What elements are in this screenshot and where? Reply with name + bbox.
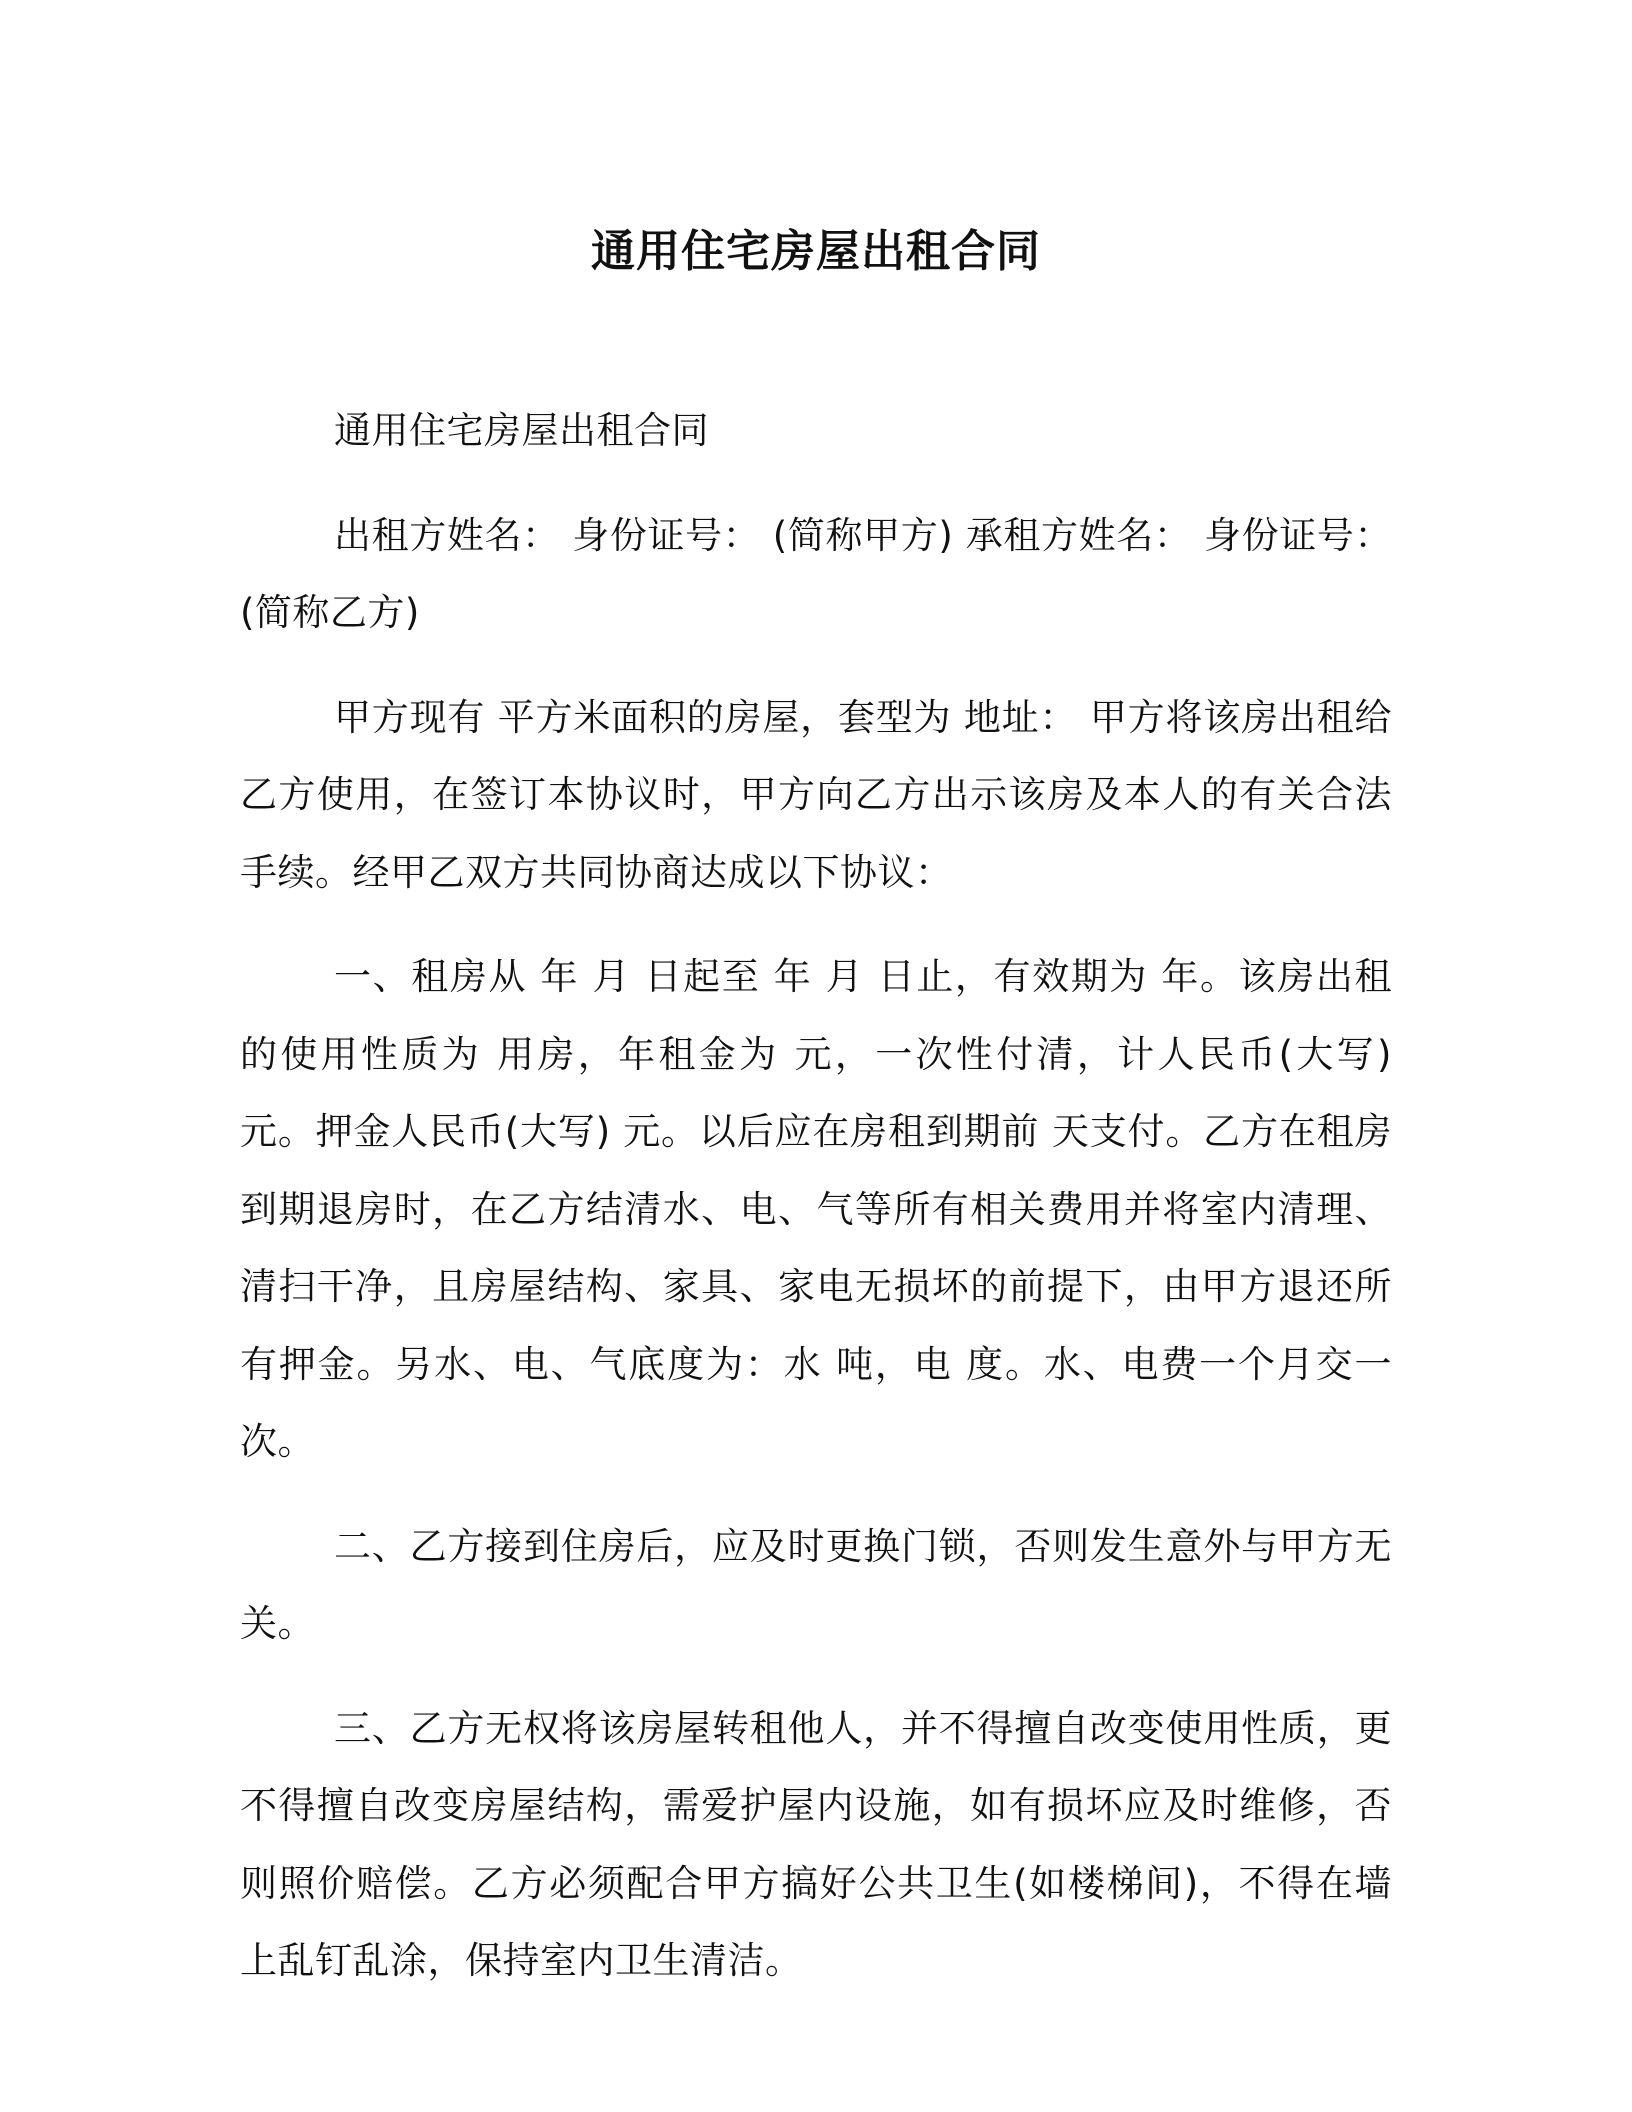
document-body — [240, 392, 1392, 2027]
clause-1-paragraph: 一、租房从 年 月 日起至 年 月 日止，有效期为 年。该房出租的使用性质为 用房，年租金为 元，一次性付清，计人民币(大写) 元。押金人民币(大写) 元。以后应在房租到期前 天支付。乙方在租房到期退房时，在乙方结清水、电、气等所有相关费用并将室内清理、清扫干净，且房屋结构、家具、家电无损坏的前提下，由甲方退还所有押金。另水、电、气底度为：水 吨，电 度。水、电费一个月交一次。 — [240, 955, 1392, 1463]
document-title: 通用住宅房屋出租合同 — [591, 226, 1041, 277]
clause-2-paragraph: 二、乙方接到住房后，应及时更换门锁，否则发生意外与甲方无关。 — [240, 1524, 1392, 1645]
property-paragraph: 甲方现有 平方米面积的房屋，套型为 地址： 甲方将该房出租给乙方使用，在签订本协议时，甲方向乙方出示该房及本人的有关合法手续。经甲乙双方共同协商达成以下协议： — [240, 695, 1392, 894]
parties-paragraph: 出租方姓名： 身份证号： (简称甲方) 承租方姓名： 身份证号： (简称乙方) — [240, 513, 1392, 634]
subtitle-paragraph: 通用住宅房屋出租合同 — [334, 409, 709, 452]
clause-3-paragraph: 三、乙方无权将该房屋转租他人，并不得擅自改变使用性质，更不得擅自改变房屋结构，需爱护屋内设施，如有损坏应及时维修，否则照价赔偿。乙方必须配合甲方搞好公共卫生(如楼梯间)，不得在墙上乱钉乱涂，保持室内卫生清洁。 — [240, 1706, 1392, 1982]
